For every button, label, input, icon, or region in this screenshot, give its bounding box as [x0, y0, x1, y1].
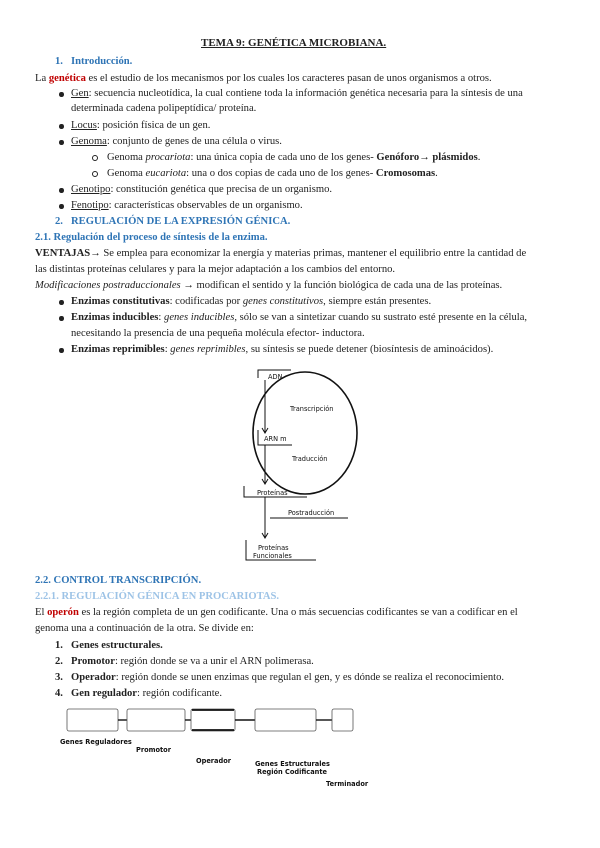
- ventajas-paragraph-cont: las distintas proteínas celulares y para la mejor adaptación a los cambios del entorno.: [35, 264, 396, 275]
- enzimas-inducibles-cont: necesitando la presencia de una pequeña molécula efector- inductora.: [71, 328, 365, 339]
- ventajas-paragraph: VENTAJAS→ Se emplea para economizar la energía y materias primas, mantener el equilibrio entre la cantidad de: [35, 248, 527, 259]
- genoma-eucariota: Genoma eucariota: una o dos copias de cada uno de los genes- Cromosomas.: [107, 168, 438, 179]
- operador-box: [191, 709, 235, 731]
- locus-definition: Locus: posición física de un gen.: [71, 120, 211, 131]
- gen-regulador-box: [67, 709, 118, 731]
- label-genes-estructurales: Genes Estructurales: [255, 760, 330, 768]
- label-terminador: Terminador: [326, 780, 369, 788]
- subsection-2-2-1-heading: 2.2.1. REGULACIÓN GÉNICA EN PROCARIOTAS.: [35, 591, 280, 602]
- gen-definition-cont: determinada cadena polipeptídica/ proteína.: [71, 103, 257, 114]
- label-proteinas: Proteínas: [257, 489, 288, 497]
- label-proteinas-funcionales-2: Funcionales: [253, 552, 292, 560]
- enzimas-reprimibles: Enzimas reprimibles: genes reprimibles, su síntesis se puede detener (biosíntesis de aminoácidos).: [71, 344, 494, 355]
- genotipo-definition: Genotipo: constitución genética que precisa de un organismo.: [71, 184, 333, 195]
- list-item-gen-regulador: Gen regulador: región codificante.: [71, 688, 223, 699]
- subsection-2-1-heading: 2.1. Regulación del proceso de síntesis de la enzima.: [35, 232, 268, 243]
- enzimas-constitutivas: Enzimas constitutivas: codificadas por genes constitutivos, siempre están presentes.: [71, 296, 432, 307]
- section-2-heading: REGULACIÓN DE LA EXPRESIÓN GÉNICA.: [71, 216, 291, 227]
- list-item-operador: Operador: región donde se unen enzimas que regulan el gen, y es dónde se realiza el reconocimiento.: [71, 672, 505, 683]
- section-1-number: 1.: [55, 56, 63, 67]
- genes-estructurales-box: [255, 709, 316, 731]
- genoma-procariota: Genoma procariota: una única copia de cada uno de los genes- Genóforo→ plásmidos.: [107, 152, 481, 163]
- gen-definition: Gen: secuencia nucleotídica, la cual contiene toda la información genética necesaria para la síntesis de una: [71, 88, 523, 99]
- term-genetica: genética: [48, 73, 86, 84]
- label-arnm: ARN m: [264, 435, 287, 443]
- list-item-genes-estructurales: Genes estructurales.: [71, 640, 163, 651]
- fenotipo-definition: Fenotipo: características observables de un organismo.: [71, 200, 303, 211]
- enzimas-inducibles: Enzimas inducibles: genes inducibles, sólo se van a sintetizar cuando su sustrato esté presente en la célula,: [71, 312, 528, 323]
- label-proteinas-funcionales-1: Proteínas: [258, 544, 289, 552]
- label-postraduccion: Postraducción: [288, 509, 335, 517]
- subsection-2-2-heading: 2.2. CONTROL TRANSCRIPCIÓN.: [35, 575, 202, 586]
- list-item-number: 1.: [55, 640, 63, 651]
- section-2-number: 2.: [55, 216, 63, 227]
- list-item-number: 4.: [55, 688, 63, 699]
- label-traduccion: Traducción: [292, 455, 328, 463]
- label-region-codificante: Región Codificante: [257, 768, 327, 776]
- list-item-promotor: Promotor: región donde se va a unir el ARN polimerasa.: [71, 656, 314, 667]
- promotor-box: [127, 709, 185, 731]
- section-1-heading: Introducción.: [71, 56, 133, 67]
- page-title: TEMA 9: GENÉTICA MICROBIANA.: [201, 37, 387, 49]
- list-item-number: 2.: [55, 656, 63, 667]
- modificaciones-paragraph: Modificaciones postraduccionales → modifican el sentido y la función biológica de cada una de las proteínas.: [35, 280, 503, 291]
- intro-paragraph: La genética es el estudio de los mecanismos por los cuales los caracteres pasan de unos organismos a otros.: [35, 73, 492, 84]
- term-operon: operón: [47, 607, 79, 618]
- operon-paragraph: El operón es la región completa de un gen codificante. Una o más secuencias codificantes se van a codificar en el: [35, 607, 518, 618]
- label-promotor: Promotor: [136, 746, 171, 754]
- label-adn: ADN: [268, 373, 283, 381]
- label-operador: Operador: [196, 757, 232, 765]
- terminador-box: [332, 709, 353, 731]
- label-genes-reguladores: Genes Reguladores: [60, 738, 132, 746]
- label-transcripcion: Transcripción: [290, 405, 334, 413]
- genoma-definition: Genoma: conjunto de genes de una célula o virus.: [71, 136, 282, 147]
- list-item-number: 3.: [55, 672, 63, 683]
- operon-paragraph-cont: genoma una a continuación de la otra. Se divide en:: [35, 623, 254, 634]
